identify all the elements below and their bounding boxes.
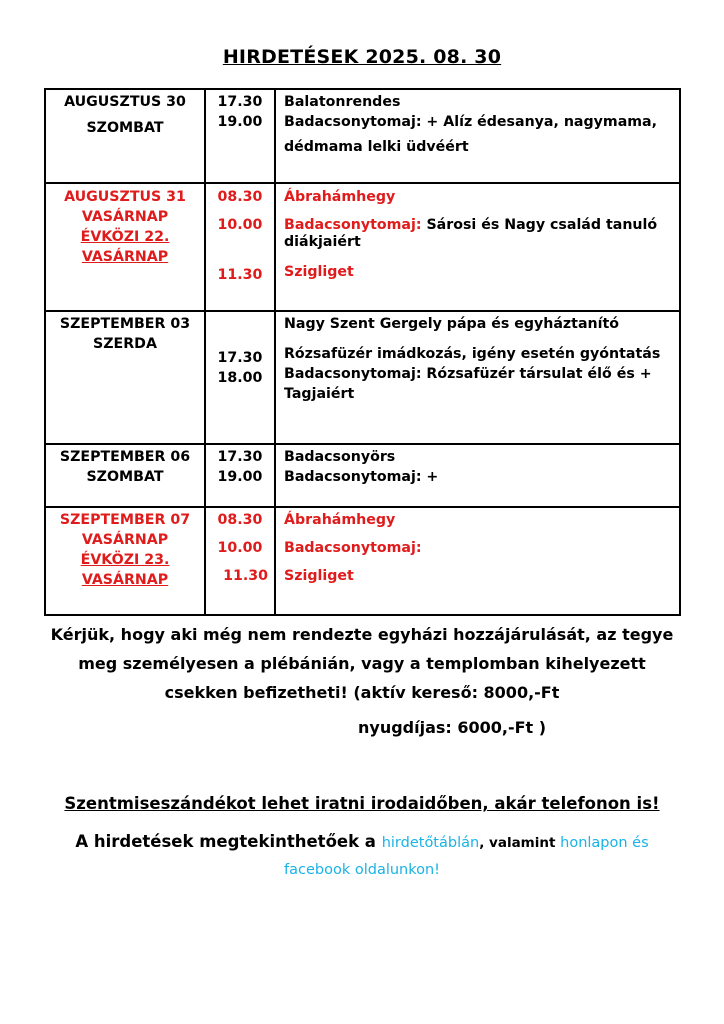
mass-location: Badacsonyörs [284, 449, 396, 465]
description-cell [275, 507, 680, 615]
time-label: 17.30 [217, 350, 263, 366]
table-row [45, 89, 680, 183]
notice-line: Kérjük, hogy aki még nem rendezte egyházi hozzájárulását, az tegye [50, 625, 674, 644]
time-label: 19.00 [217, 114, 263, 130]
table-row [45, 444, 680, 507]
time-label: 08.30 [217, 512, 263, 528]
info-text: A hirdetések megtekinthetőek a [75, 832, 382, 851]
info-text: , valamint [479, 835, 561, 851]
date-cell [45, 183, 205, 311]
time-label: 19.00 [217, 469, 263, 485]
mass-intention: Badacsonytomaj: + [284, 469, 439, 485]
mass-location: Badacsonytomaj: [284, 540, 422, 556]
schedule-table [44, 88, 681, 616]
description-cell [275, 444, 680, 507]
mass-location: Balatonrendes [284, 94, 401, 110]
table-row [45, 183, 680, 311]
feast-label: Nagy Szent Gergely pápa és egyháztanító [284, 316, 620, 332]
notice-board-text: hirdetőtáblán [381, 835, 480, 851]
mass-intention: Sárosi és Nagy család tanuló [421, 217, 658, 233]
liturgical-label: ÉVKÖZI 22. [80, 229, 170, 245]
time-label: 08.30 [217, 189, 263, 205]
description-cell [275, 183, 680, 311]
time-label: 18.00 [217, 370, 263, 386]
weekday-label: SZERDA [93, 336, 157, 352]
time-label: 17.30 [217, 449, 263, 465]
time-label: 11.30 [223, 568, 268, 584]
time-cell [205, 183, 275, 311]
date-cell [45, 507, 205, 615]
mass-location: Ábrahámhegy [284, 512, 396, 528]
date-label: AUGUSZTUS 30 [64, 94, 186, 110]
date-label: SZEPTEMBER 06 [59, 449, 191, 465]
time-cell [205, 89, 275, 183]
announcement-info [0, 832, 724, 851]
date-label: SZEPTEMBER 03 [59, 316, 191, 332]
weekday-label: SZOMBAT [86, 469, 164, 485]
liturgical-label: ÉVKÖZI 23. [80, 552, 170, 568]
weekday-label: SZOMBAT [86, 120, 164, 136]
date-label: SZEPTEMBER 07 [59, 512, 191, 528]
weekday-label: VASÁRNAP [81, 209, 169, 225]
time-label: 10.00 [217, 540, 263, 556]
date-cell [45, 311, 205, 444]
date-cell [45, 89, 205, 183]
mass-intention-notice: Szentmiseszándékot lehet iratni irodaidőben, akár telefonon is! [64, 794, 660, 813]
website-link[interactable]: honlapon és [560, 835, 649, 851]
date-label: AUGUSZTUS 31 [64, 189, 186, 205]
time-cell [205, 311, 275, 444]
mass-intention: Badacsonytomaj: + Alíz édesanya, nagymama, [284, 114, 658, 130]
description-cell [275, 311, 680, 444]
time-label: 11.30 [217, 267, 263, 283]
time-cell [205, 444, 275, 507]
liturgical-label: VASÁRNAP [81, 249, 169, 265]
description-cell [275, 89, 680, 183]
liturgical-label: VASÁRNAP [81, 572, 169, 588]
pension-amount: nyugdíjas: 6000,-Ft ) [358, 718, 547, 737]
mass-intention: Badacsonytomaj: Rózsafüzér társulat élő és + [284, 366, 652, 382]
table-row [45, 507, 680, 615]
mass-location: Badacsonytomaj: [284, 217, 422, 233]
table-row [45, 311, 680, 444]
mass-intention: diákjaiért [284, 234, 361, 250]
contribution-notice [30, 620, 694, 707]
notice-line: meg személyesen a plébánián, vagy a templomban kihelyezett [78, 654, 646, 673]
date-cell [45, 444, 205, 507]
event-label: Rózsafüzér imádkozás, igény esetén gyóntatás [284, 346, 661, 362]
mass-intention: Tagjaiért [284, 386, 355, 402]
mass-intention: dédmama lelki üdvéért [284, 139, 469, 155]
time-cell [205, 507, 275, 615]
mass-location: Szigliget [284, 568, 354, 584]
page-title: HIRDETÉSEK 2025. 08. 30 [222, 46, 502, 68]
notice-line: csekken befizetheti! (aktív kereső: 8000,-Ft [164, 683, 560, 702]
mass-location: Szigliget [284, 264, 354, 280]
weekday-label: VASÁRNAP [81, 532, 169, 548]
mass-location: Ábrahámhegy [284, 189, 396, 205]
facebook-link[interactable]: facebook oldalunkon! [284, 862, 440, 878]
time-label: 17.30 [217, 94, 263, 110]
time-label: 10.00 [217, 217, 263, 233]
